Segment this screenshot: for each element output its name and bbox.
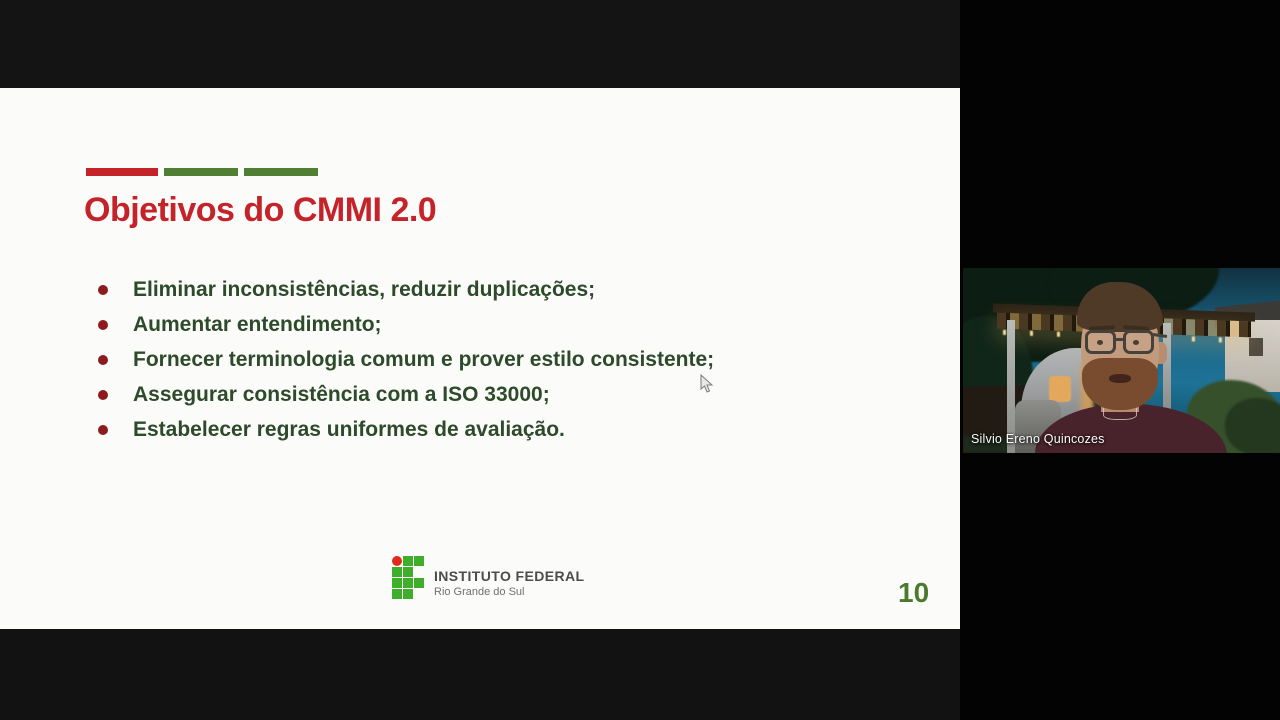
ifrs-logo-mark [392,556,424,599]
bullet-item [98,412,714,447]
mouse-cursor-icon [700,374,714,394]
logo-grid-cell [392,578,402,588]
bullet-text: Aumentar entendimento; [133,312,382,336]
ifrs-logo [392,556,584,599]
participant-name-label: Silvio Ereno Quincozes [971,432,1105,446]
bullet-item [98,342,714,377]
logo-grid-cell [403,567,413,577]
logo-grid-cell [403,556,413,566]
logo-grid-cell [414,556,424,566]
person-mouth [1109,374,1131,383]
bullet-dot [98,320,108,330]
logo-grid-cell-empty [414,589,424,599]
presentation-slide [0,88,960,629]
bullet-item [98,377,714,412]
logo-grid-cell [403,578,413,588]
bullet-text: Eliminar inconsistências, reduzir duplicações; [133,277,596,301]
bullet-item [98,307,714,342]
bullet-dot [98,390,108,400]
slide-bullet-list [98,272,714,447]
accent-bar-red [86,168,158,176]
bullet-item [98,272,714,307]
ifrs-logo-text [434,568,584,598]
logo-institution-region: Rio Grande do Sul [434,586,525,598]
logo-grid-cell [414,578,424,588]
participant-video-tile[interactable] [963,268,1280,453]
logo-grid-cell [403,589,413,599]
slide-title: Objetivos do CMMI 2.0 [84,191,437,229]
logo-grid-cell-empty [414,567,424,577]
screenshare-letterbox-top [0,0,960,88]
accent-bar-green-2 [244,168,318,176]
screenshare-letterbox-bottom [0,629,960,720]
logo-grid-cell [392,567,402,577]
logo-grid-cell [392,556,402,566]
background-house-window [1249,338,1263,356]
glasses [1085,330,1116,354]
bullet-text: Fornecer terminologia comum e prover estilo consistente; [133,347,715,371]
background-trailer-window [1049,376,1071,402]
background-bush [1225,398,1280,453]
glasses [1123,330,1154,354]
bullet-dot [98,355,108,365]
slide-page-number: 10 [898,577,930,608]
bullet-dot [98,285,108,295]
bullet-text: Assegurar consistência com a ISO 33000; [133,382,550,406]
logo-institution-name: INSTITUTO FEDERAL [434,568,585,584]
bullet-text: Estabelecer regras uniformes de avaliação. [133,417,565,441]
accent-bar-green-1 [164,168,238,176]
bullet-dot [98,425,108,435]
slide-accent-bars [86,168,318,176]
logo-grid-cell [392,589,402,599]
glasses-bridge [1114,338,1124,341]
